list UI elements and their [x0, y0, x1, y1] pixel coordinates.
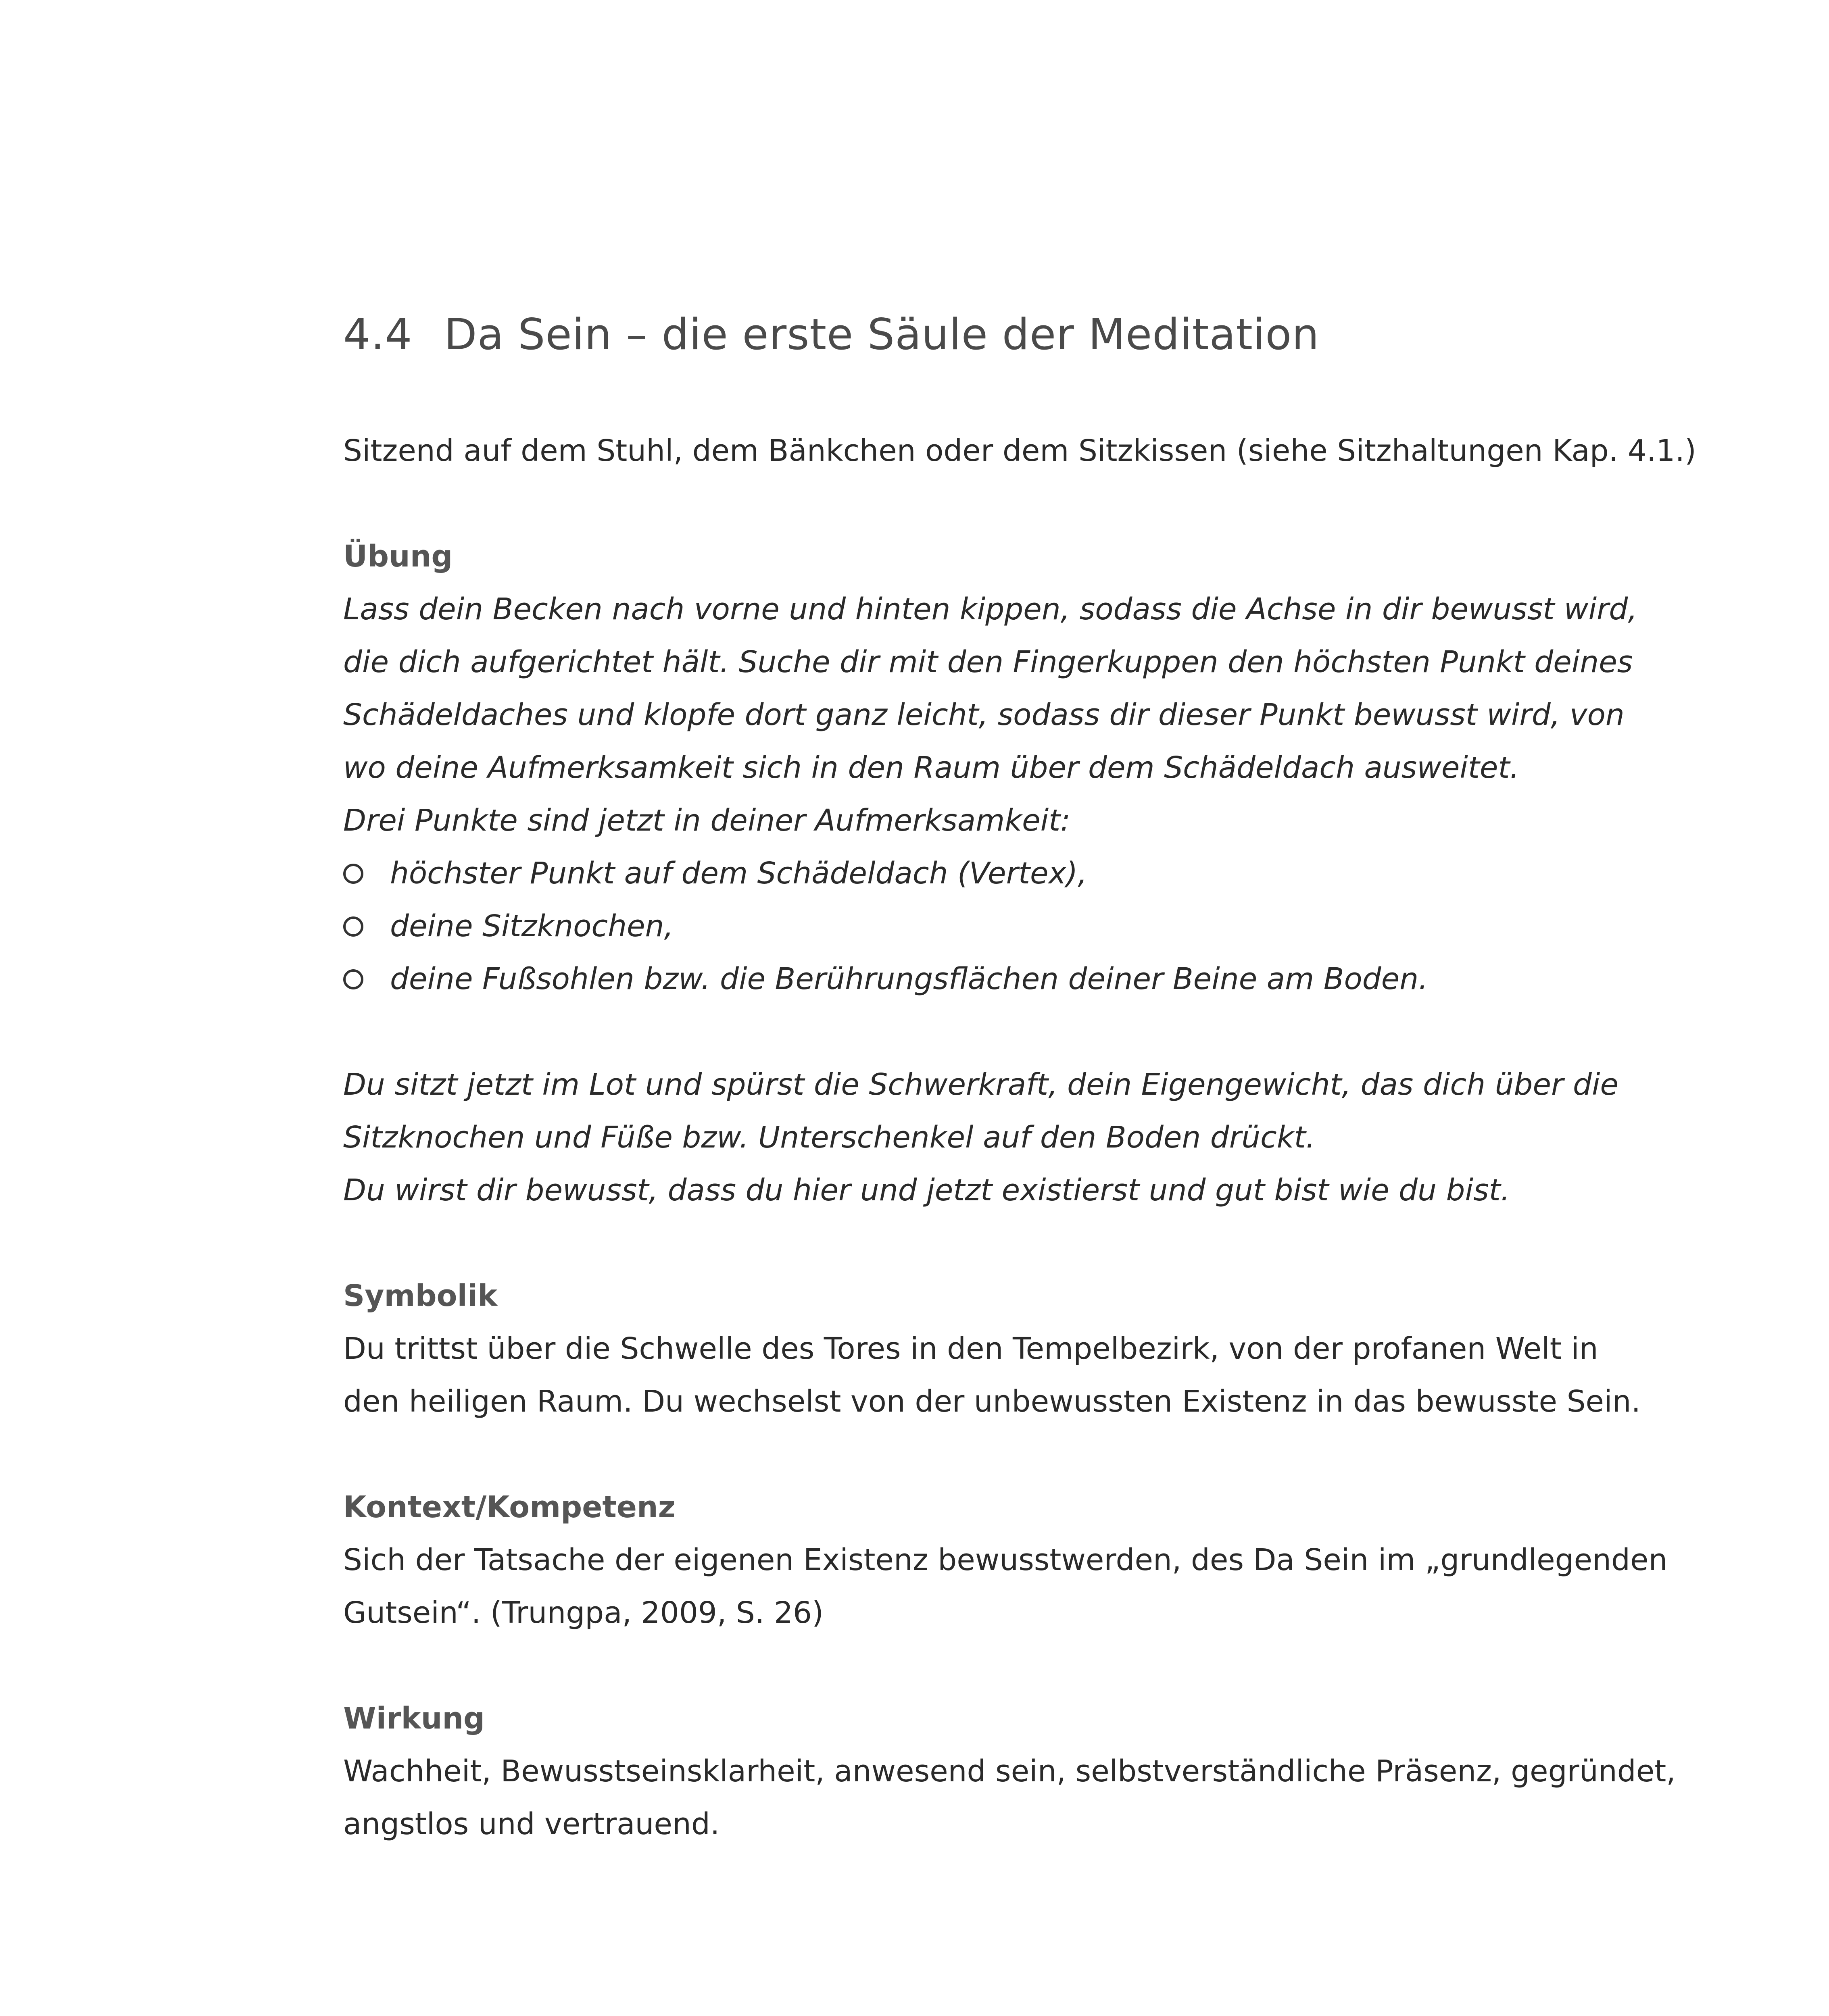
- kontext-line: Gutsein“. (Trungpa, 2009, S. 26): [343, 1595, 824, 1630]
- section-number: 4.4: [343, 310, 413, 359]
- uebung-closing-line: Sitzknochen und Füße bzw. Unterschenkel auf den Boden drückt.: [343, 1120, 1316, 1155]
- list-item: [343, 953, 1622, 1006]
- uebung-closing-line: Du wirst dir bewusst, dass du hier und jetzt existierst und gut bist wie du bist.: [343, 1173, 1510, 1208]
- symbolik-line: Du trittst über die Schwelle des Tores in den Tempelbezirk, von der profanen Welt in: [343, 1331, 1598, 1366]
- circle-bullet-icon: [343, 864, 363, 884]
- kontext-line: Sich der Tatsache der eigenen Existenz bewusstwerden, des Da Sein im „grundlegenden: [343, 1543, 1668, 1577]
- kontext-heading: Kontext/Kompetenz: [343, 1490, 676, 1524]
- page-content: [343, 306, 1696, 1851]
- circle-bullet-icon: [343, 916, 363, 937]
- list-item-text: höchster Punkt auf dem Schädeldach (Vertex),: [390, 856, 1087, 891]
- symbolik-heading: Symbolik: [343, 1279, 498, 1313]
- uebung-line: Schädeldaches und klopfe dort ganz leicht, sodass dir dieser Punkt bewusst wird, von: [343, 698, 1625, 732]
- uebung-closing-line: Du sitzt jetzt im Lot und spürst die Schwerkraft, dein Eigengewicht, das dich über die: [343, 1067, 1619, 1102]
- uebung-line: wo deine Aufmerksamkeit sich in den Raum über dem Schädeldach ausweitet.: [343, 750, 1519, 785]
- wirkung-line: Wachheit, Bewusstseinsklarheit, anwesend sein, selbstverständliche Präsenz, gegründet,: [343, 1754, 1676, 1789]
- uebung-line: Drei Punkte sind jetzt in deiner Aufmerksamkeit:: [343, 803, 1071, 838]
- uebung-line: Lass dein Becken nach vorne und hinten kippen, sodass die Achse in dir bewusst wird,: [343, 592, 1637, 627]
- list-item: [343, 900, 1622, 953]
- section-title: [343, 306, 1622, 363]
- circle-bullet-icon: [343, 969, 363, 989]
- wirkung-heading: Wirkung: [343, 1701, 485, 1736]
- wirkung-line: angstlos und vertrauend.: [343, 1807, 720, 1841]
- points-list: [343, 847, 1622, 1006]
- section-title-text: Da Sein – die erste Säule der Meditation: [444, 310, 1320, 359]
- uebung-line: die dich aufgerichtet hält. Suche dir mit den Fingerkuppen den höchsten Punkt deines: [343, 645, 1633, 679]
- intro-text: Sitzend auf dem Stuhl, dem Bänkchen oder dem Sitzkissen (siehe Sitzhaltungen Kap. 4.1.): [343, 433, 1696, 468]
- list-item-text: deine Fußsohlen bzw. die Berührungsflächen deiner Beine am Boden.: [390, 962, 1428, 996]
- symbolik-line: den heiligen Raum. Du wechselst von der unbewussten Existenz in das bewusste Sein.: [343, 1384, 1641, 1419]
- list-item-text: deine Sitzknochen,: [390, 909, 674, 943]
- list-item: [343, 847, 1622, 900]
- uebung-heading: Übung: [343, 539, 453, 574]
